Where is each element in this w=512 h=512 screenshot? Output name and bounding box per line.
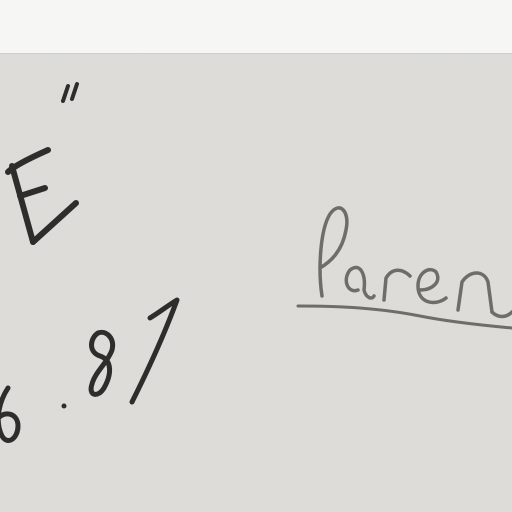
handwritten-word-paren bbox=[320, 208, 512, 317]
ink-dot bbox=[62, 404, 67, 409]
quote-mark bbox=[63, 84, 77, 101]
handwritten-letter-e bbox=[8, 150, 76, 242]
handwritten-number-87 bbox=[91, 300, 177, 402]
pencil-underline bbox=[298, 306, 512, 328]
handwritten-digit-six bbox=[0, 388, 18, 441]
